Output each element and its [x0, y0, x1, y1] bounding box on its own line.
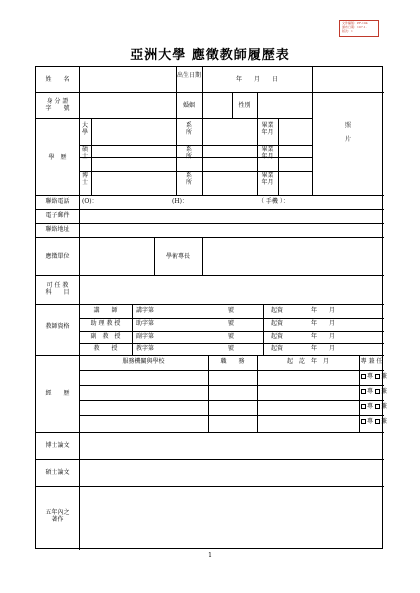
checkbox-label-part: 兼	[380, 373, 387, 380]
checkbox-label-full: 專	[367, 373, 374, 380]
label-birth-ymd: 年 月 日	[235, 76, 278, 83]
checkbox-fulltime[interactable]	[361, 404, 366, 409]
label-education: 學 歷	[48, 154, 67, 161]
edu-grad-label: 畢業 年月	[261, 146, 274, 160]
label-apply-unit: 應徵單位	[45, 253, 70, 260]
qual-cert-label: 助字第	[136, 320, 155, 327]
exp-type-checkboxes[interactable]	[361, 403, 387, 410]
label-master-thesis: 碩士論文	[45, 469, 70, 476]
exp-type-checkboxes[interactable]	[361, 418, 387, 425]
label-phd-thesis: 博士論文	[45, 442, 70, 449]
qual-cert-label: 教字第	[136, 345, 155, 352]
label-email: 電子郵件	[45, 212, 70, 219]
stamp-doc-number: 文件編號：PF-104	[342, 21, 368, 25]
qual-from-label: 起資	[271, 333, 284, 340]
checkbox-label-full: 專	[367, 418, 374, 425]
label-experience: 經 歷	[45, 390, 70, 397]
label-id-number: 身 分 證 字 號	[45, 98, 70, 112]
qual-cert-label: 講字第	[136, 307, 155, 314]
qual-no-label: 號	[228, 320, 235, 327]
exp-header-post: 職 務	[220, 358, 245, 365]
page-title: 亞洲大學 應徵教師履歷表	[130, 48, 290, 63]
checkbox-label-part: 兼	[380, 388, 387, 395]
checkbox-parttime[interactable]	[375, 419, 380, 424]
qual-ym-label: 年 月	[311, 333, 336, 340]
checkbox-fulltime[interactable]	[361, 419, 366, 424]
checkbox-label-part: 兼	[380, 418, 387, 425]
label-marriage: 婚姻	[182, 102, 195, 109]
qual-from-label: 起資	[271, 320, 284, 327]
edu-grad-label: 畢業 年月	[261, 122, 274, 136]
exp-header-fulltime: 專 兼 任	[360, 358, 383, 365]
checkbox-fulltime[interactable]	[361, 389, 366, 394]
qual-rank-assistant-prof: 助 理 教 授	[90, 320, 121, 327]
label-expertise: 學術專長	[165, 253, 190, 260]
edu-dept-label: 系 所	[185, 146, 192, 160]
edu-dept-label: 系 所	[185, 172, 192, 186]
exp-header-org: 服務機關與學校	[122, 358, 165, 365]
resume-form	[35, 66, 387, 549]
label-teachable-subjects: 可 任 教 科 目	[45, 282, 70, 296]
label-address: 聯絡地址	[45, 226, 70, 233]
checkbox-parttime[interactable]	[375, 404, 380, 409]
qual-ym-label: 年 月	[311, 320, 336, 327]
label-gender: 性別	[238, 102, 251, 109]
checkbox-parttime[interactable]	[375, 374, 380, 379]
qual-no-label: 號	[228, 333, 235, 340]
qual-rank-professor: 教 授	[93, 345, 118, 352]
edu-dept-label: 系 所	[185, 122, 192, 136]
label-phone: 聯絡電話	[45, 198, 70, 205]
qual-no-label: 號	[228, 345, 235, 352]
label-phone-home: (H)：	[172, 198, 188, 205]
document-number-stamp	[339, 20, 379, 37]
qual-no-label: 號	[228, 307, 235, 314]
qual-ym-label: 年 月	[311, 345, 336, 352]
edu-degree-master: 碩 士	[81, 146, 88, 160]
qual-ym-label: 年 月	[311, 307, 336, 314]
exp-type-checkboxes[interactable]	[361, 388, 387, 395]
label-photo: 照 片	[344, 122, 351, 143]
edu-degree-phd: 博 士	[81, 172, 88, 186]
label-teacher-qualification: 教師資格	[45, 323, 70, 330]
page-number: 1	[208, 552, 212, 559]
checkbox-parttime[interactable]	[375, 389, 380, 394]
qual-cert-label: 副字第	[136, 333, 155, 340]
label-birth-date: 出生日期	[176, 72, 201, 79]
edu-degree-bachelor: 大 學	[81, 122, 88, 136]
label-phone-office: (O)：	[82, 198, 98, 205]
qual-rank-lecturer: 講 師	[93, 307, 118, 314]
stamp-date: 頒布日期：107.1.	[342, 25, 367, 29]
label-recent-works: 五年內之 著作	[45, 509, 70, 523]
label-name: 姓 名	[45, 76, 70, 83]
label-phone-mobile: （ 手機 ）：	[258, 198, 289, 205]
exp-type-checkboxes[interactable]	[361, 373, 387, 380]
qual-from-label: 起資	[271, 345, 284, 352]
stamp-version: 版次：1	[342, 29, 353, 33]
checkbox-fulltime[interactable]	[361, 374, 366, 379]
edu-grad-label: 畢業 年月	[261, 172, 274, 186]
checkbox-label-part: 兼	[380, 403, 387, 410]
exp-header-period: 起 訖 年 月	[286, 358, 329, 365]
qual-from-label: 起資	[271, 307, 284, 314]
qual-rank-associate-prof: 副 教 授	[90, 333, 121, 340]
checkbox-label-full: 專	[367, 388, 374, 395]
checkbox-label-full: 專	[367, 403, 374, 410]
